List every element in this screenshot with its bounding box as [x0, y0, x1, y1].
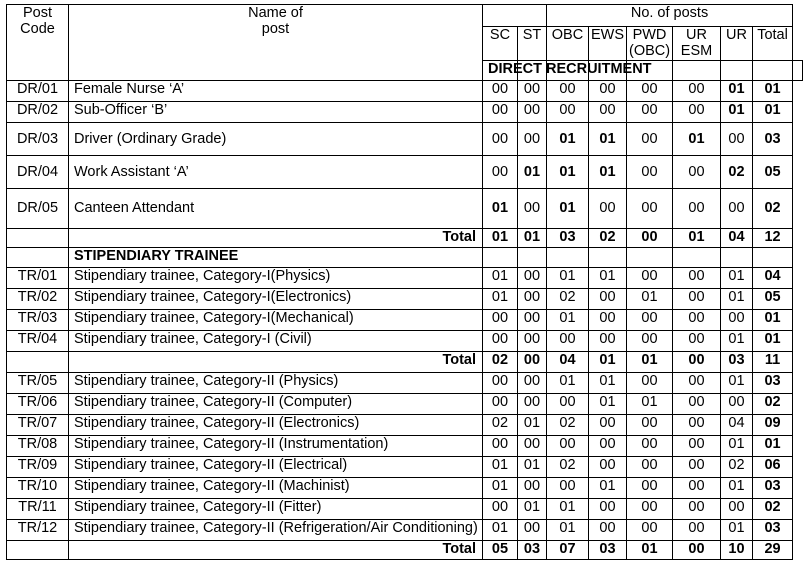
total-cell-pwd: 00 [627, 229, 673, 248]
total-blank [7, 541, 69, 560]
total-cell-sc: 05 [483, 541, 518, 560]
count-cell-ur: 01 [721, 268, 753, 289]
count-cell-total: 04 [753, 268, 793, 289]
count-cell-ur: 00 [721, 394, 753, 415]
count-cell-st: 00 [518, 436, 547, 457]
post-name-cell: Stipendiary trainee, Category-I(Electronics) [69, 289, 483, 310]
count-cell-ur: 01 [721, 478, 753, 499]
count-cell-ews: 00 [589, 520, 627, 541]
count-cell-ews: 00 [589, 189, 627, 229]
count-cell-st: 00 [518, 123, 547, 156]
count-cell-pwd: 00 [627, 520, 673, 541]
table-row [7, 123, 803, 156]
count-cell-uresm: 00 [673, 331, 721, 352]
count-cell-total: 01 [753, 310, 793, 331]
post-name-cell: Stipendiary trainee, Category-II (Instrumentation) [69, 436, 483, 457]
total-cell-uresm: 00 [673, 541, 721, 560]
count-cell-pwd: 00 [627, 123, 673, 156]
count-cell-uresm: 00 [673, 289, 721, 310]
header-ur: UR [721, 27, 753, 61]
count-cell-pwd: 00 [627, 331, 673, 352]
table-row [7, 102, 803, 123]
header-name-of-post [69, 5, 483, 81]
count-cell-sc: 00 [483, 123, 518, 156]
total-cell-total: 29 [753, 541, 793, 560]
header-sc: SC [483, 27, 518, 61]
header-row-1 [7, 5, 803, 27]
count-cell-st: 00 [518, 331, 547, 352]
header-pwd-line1: PWD [632, 27, 667, 43]
count-cell-uresm: 00 [673, 394, 721, 415]
count-cell-ur: 02 [721, 156, 753, 189]
count-cell-st: 00 [518, 81, 547, 102]
table-row [7, 415, 803, 436]
post-code-cell: DR/02 [7, 102, 69, 123]
post-code-cell: DR/03 [7, 123, 69, 156]
count-cell-ur: 00 [721, 310, 753, 331]
header-post-code [7, 5, 69, 81]
count-cell-pwd: 00 [627, 373, 673, 394]
post-name-cell: Canteen Attendant [69, 189, 483, 229]
count-cell-total: 01 [753, 331, 793, 352]
count-cell-ews: 00 [589, 310, 627, 331]
count-cell-pwd: 00 [627, 268, 673, 289]
header-ur-esm [673, 27, 721, 61]
post-code-cell: TR/01 [7, 268, 69, 289]
count-cell-ur: 01 [721, 331, 753, 352]
header-pwd-line2: (OBC) [629, 43, 671, 59]
total-label: Total [69, 541, 483, 560]
count-cell-ews: 01 [589, 478, 627, 499]
count-cell-pwd: 00 [627, 415, 673, 436]
count-cell-st: 01 [518, 499, 547, 520]
total-cell-ews: 02 [589, 229, 627, 248]
count-cell-pwd: 00 [627, 102, 673, 123]
table-row [7, 310, 803, 331]
post-code-cell: TR/06 [7, 394, 69, 415]
count-cell-obc: 00 [547, 81, 589, 102]
post-code-cell: TR/08 [7, 436, 69, 457]
count-cell-total: 02 [753, 499, 793, 520]
count-cell-st: 01 [518, 156, 547, 189]
count-cell-st: 00 [518, 394, 547, 415]
count-cell-sc: 01 [483, 478, 518, 499]
table-row [7, 436, 803, 457]
total-cell-total: 11 [753, 352, 793, 373]
table-row [7, 394, 803, 415]
post-name-cell: Female Nurse ‘A’ [69, 81, 483, 102]
table-row [7, 373, 803, 394]
post-code-cell: DR/05 [7, 189, 69, 229]
count-cell-ews: 00 [589, 289, 627, 310]
count-cell-uresm: 00 [673, 436, 721, 457]
count-cell-total: 01 [753, 102, 793, 123]
header-name-line2: post [261, 21, 290, 37]
count-cell-ews: 01 [589, 373, 627, 394]
count-cell-sc: 00 [483, 394, 518, 415]
total-row [7, 352, 803, 373]
count-cell-total: 05 [753, 156, 793, 189]
post-name-cell: Work Assistant ‘A’ [69, 156, 483, 189]
post-code-cell: TR/04 [7, 331, 69, 352]
post-code-cell: TR/12 [7, 520, 69, 541]
count-cell-total: 02 [753, 189, 793, 229]
count-cell-obc: 01 [547, 310, 589, 331]
count-cell-total: 01 [753, 81, 793, 102]
count-cell-uresm: 00 [673, 189, 721, 229]
count-cell-ews: 00 [589, 81, 627, 102]
count-cell-st: 00 [518, 310, 547, 331]
header-total: Total [753, 27, 793, 61]
count-cell-obc: 01 [547, 123, 589, 156]
count-cell-obc: 00 [547, 394, 589, 415]
count-cell-st: 00 [518, 478, 547, 499]
post-code-cell: DR/04 [7, 156, 69, 189]
header-post-code-line2: Code [20, 21, 55, 37]
count-cell-total: 05 [753, 289, 793, 310]
count-cell-total: 03 [753, 478, 793, 499]
total-cell-uresm: 01 [673, 229, 721, 248]
total-cell-obc: 03 [547, 229, 589, 248]
count-cell-ur: 00 [721, 189, 753, 229]
post-name-cell: Stipendiary trainee, Category-I(Physics) [69, 268, 483, 289]
post-code-cell: DR/01 [7, 81, 69, 102]
table-row [7, 268, 803, 289]
total-row [7, 229, 803, 248]
count-cell-pwd: 00 [627, 156, 673, 189]
count-cell-uresm: 00 [673, 156, 721, 189]
post-name-cell: Sub-Officer ‘B’ [69, 102, 483, 123]
count-cell-sc: 01 [483, 457, 518, 478]
count-cell-obc: 00 [547, 331, 589, 352]
count-cell-obc: 02 [547, 289, 589, 310]
total-cell-obc: 07 [547, 541, 589, 560]
count-cell-sc: 00 [483, 156, 518, 189]
count-cell-uresm: 00 [673, 520, 721, 541]
count-cell-pwd: 00 [627, 478, 673, 499]
count-cell-uresm: 00 [673, 373, 721, 394]
count-cell-st: 00 [518, 289, 547, 310]
total-cell-pwd: 01 [627, 541, 673, 560]
total-cell-obc: 04 [547, 352, 589, 373]
count-cell-uresm: 00 [673, 81, 721, 102]
count-cell-obc: 01 [547, 268, 589, 289]
total-cell-pwd: 01 [627, 352, 673, 373]
table-row [7, 499, 803, 520]
count-cell-obc: 00 [547, 102, 589, 123]
total-cell-ur: 03 [721, 352, 753, 373]
header-obc: OBC [547, 27, 589, 61]
count-cell-ews: 00 [589, 436, 627, 457]
count-cell-st: 00 [518, 373, 547, 394]
count-cell-total: 01 [753, 436, 793, 457]
count-cell-sc: 00 [483, 499, 518, 520]
header-post-code-line1: Post [22, 5, 52, 21]
count-cell-obc: 01 [547, 520, 589, 541]
header-st: ST [518, 27, 547, 61]
table-row [7, 81, 803, 102]
count-cell-ur: 01 [721, 102, 753, 123]
count-cell-ews: 01 [589, 123, 627, 156]
section-title-direct: DIRECT RECRUITMENT [483, 61, 518, 81]
count-cell-sc: 01 [483, 268, 518, 289]
total-cell-st: 03 [518, 541, 547, 560]
count-cell-sc: 00 [483, 373, 518, 394]
count-cell-st: 00 [518, 268, 547, 289]
count-cell-ews: 00 [589, 457, 627, 478]
count-cell-ews: 01 [589, 268, 627, 289]
header-no-of-posts: No. of posts [547, 5, 793, 27]
count-cell-ews: 00 [589, 415, 627, 436]
header-uresm-line2: ESM [680, 43, 713, 59]
count-cell-total: 06 [753, 457, 793, 478]
header-uresm-line1: UR [686, 27, 707, 43]
count-cell-ews: 01 [589, 394, 627, 415]
count-cell-sc: 00 [483, 310, 518, 331]
total-cell-st: 00 [518, 352, 547, 373]
table-row [7, 156, 803, 189]
count-cell-total: 03 [753, 123, 793, 156]
count-cell-total: 02 [753, 394, 793, 415]
total-label: Total [69, 229, 483, 248]
count-cell-uresm: 00 [673, 457, 721, 478]
count-cell-ur: 01 [721, 436, 753, 457]
total-cell-ur: 04 [721, 229, 753, 248]
post-name-cell: Stipendiary trainee, Category-II (Refrigeration/Air Conditioning) [69, 520, 483, 541]
table-row [7, 520, 803, 541]
post-code-cell: TR/07 [7, 415, 69, 436]
count-cell-ews: 00 [589, 331, 627, 352]
count-cell-obc: 00 [547, 478, 589, 499]
count-cell-obc: 02 [547, 457, 589, 478]
table-row [7, 289, 803, 310]
post-code-cell: TR/05 [7, 373, 69, 394]
count-cell-obc: 01 [547, 499, 589, 520]
section-row [7, 248, 803, 268]
count-cell-obc: 00 [547, 436, 589, 457]
count-cell-obc: 02 [547, 415, 589, 436]
header-ews: EWS [589, 27, 627, 61]
post-code-cell: TR/09 [7, 457, 69, 478]
total-cell-st: 01 [518, 229, 547, 248]
count-cell-ur: 01 [721, 520, 753, 541]
count-cell-obc: 01 [547, 189, 589, 229]
post-code-cell: TR/02 [7, 289, 69, 310]
posts-table [6, 4, 803, 560]
table-row [7, 478, 803, 499]
count-cell-ur: 04 [721, 415, 753, 436]
post-name-cell: Stipendiary trainee, Category-I(Mechanical) [69, 310, 483, 331]
header-pwd-obc [627, 27, 673, 61]
count-cell-ur: 00 [721, 499, 753, 520]
count-cell-sc: 01 [483, 189, 518, 229]
count-cell-total: 03 [753, 373, 793, 394]
total-cell-sc: 02 [483, 352, 518, 373]
post-name-cell: Stipendiary trainee, Category-II (Computer) [69, 394, 483, 415]
total-cell-ews: 01 [589, 352, 627, 373]
total-blank [7, 229, 69, 248]
post-code-cell: TR/11 [7, 499, 69, 520]
section-title: STIPENDIARY TRAINEE [69, 248, 483, 268]
count-cell-pwd: 01 [627, 289, 673, 310]
post-name-cell: Stipendiary trainee, Category-II (Electrical) [69, 457, 483, 478]
table-row [7, 189, 803, 229]
count-cell-st: 01 [518, 457, 547, 478]
total-blank [7, 352, 69, 373]
count-cell-uresm: 01 [673, 123, 721, 156]
count-cell-sc: 02 [483, 415, 518, 436]
count-cell-obc: 01 [547, 373, 589, 394]
count-cell-st: 00 [518, 102, 547, 123]
count-cell-ur: 01 [721, 289, 753, 310]
count-cell-uresm: 00 [673, 268, 721, 289]
count-cell-ews: 01 [589, 156, 627, 189]
posts-table-body [7, 5, 803, 560]
count-cell-uresm: 00 [673, 499, 721, 520]
total-row [7, 541, 803, 560]
count-cell-ews: 00 [589, 499, 627, 520]
count-cell-sc: 01 [483, 520, 518, 541]
header-name-line1: Name of [248, 5, 303, 21]
count-cell-sc: 01 [483, 289, 518, 310]
post-name-cell: Stipendiary trainee, Category-II (Electronics) [69, 415, 483, 436]
total-cell-sc: 01 [483, 229, 518, 248]
count-cell-pwd: 00 [627, 189, 673, 229]
post-code-cell: TR/03 [7, 310, 69, 331]
count-cell-pwd: 00 [627, 457, 673, 478]
post-code-cell: TR/10 [7, 478, 69, 499]
count-cell-uresm: 00 [673, 478, 721, 499]
count-cell-uresm: 00 [673, 102, 721, 123]
count-cell-sc: 00 [483, 81, 518, 102]
count-cell-sc: 00 [483, 331, 518, 352]
table-row [7, 457, 803, 478]
count-cell-pwd: 00 [627, 499, 673, 520]
count-cell-sc: 00 [483, 102, 518, 123]
count-cell-pwd: 01 [627, 394, 673, 415]
count-cell-ur: 01 [721, 81, 753, 102]
post-name-cell: Stipendiary trainee, Category-II (Physics) [69, 373, 483, 394]
table-row [7, 331, 803, 352]
post-name-cell: Stipendiary trainee, Category-I (Civil) [69, 331, 483, 352]
count-cell-total: 09 [753, 415, 793, 436]
count-cell-pwd: 00 [627, 310, 673, 331]
count-cell-st: 01 [518, 415, 547, 436]
count-cell-sc: 00 [483, 436, 518, 457]
count-cell-total: 03 [753, 520, 793, 541]
count-cell-st: 00 [518, 520, 547, 541]
count-cell-ews: 00 [589, 102, 627, 123]
total-cell-total: 12 [753, 229, 793, 248]
total-label: Total [69, 352, 483, 373]
total-cell-uresm: 00 [673, 352, 721, 373]
total-cell-ews: 03 [589, 541, 627, 560]
count-cell-ur: 00 [721, 123, 753, 156]
count-cell-obc: 01 [547, 156, 589, 189]
total-cell-ur: 10 [721, 541, 753, 560]
post-name-cell: Stipendiary trainee, Category-II (Machinist) [69, 478, 483, 499]
post-name-cell: Driver (Ordinary Grade) [69, 123, 483, 156]
count-cell-uresm: 00 [673, 310, 721, 331]
count-cell-uresm: 00 [673, 415, 721, 436]
count-cell-pwd: 00 [627, 436, 673, 457]
count-cell-st: 00 [518, 189, 547, 229]
count-cell-ur: 01 [721, 373, 753, 394]
count-cell-pwd: 00 [627, 81, 673, 102]
post-name-cell: Stipendiary trainee, Category-II (Fitter) [69, 499, 483, 520]
header-blank [483, 5, 547, 27]
count-cell-ur: 02 [721, 457, 753, 478]
